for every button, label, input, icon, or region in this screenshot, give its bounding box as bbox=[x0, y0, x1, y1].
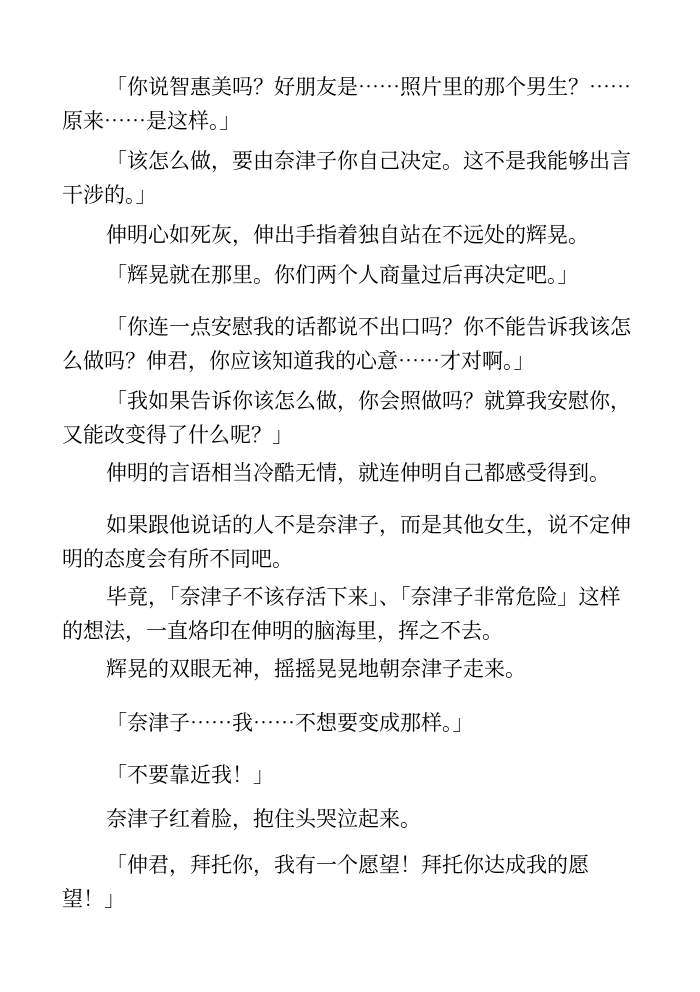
paragraph-13: 奈津子红着脸，抱住头哭泣起来。 bbox=[106, 807, 421, 831]
paragraph-9: 毕竟，「奈津子不该存活下来」、「奈津子非常危险」这样的想法，一直烙印在伸明的脑海里，挥之不去。 bbox=[62, 585, 621, 643]
paragraph-7: 伸明的言语相当冷酷无情，就连伸明自己都感受得到。 bbox=[106, 461, 610, 485]
paragraph-2: 「该怎么做，要由奈津子你自己决定。这不是我能够出言干涉的。」 bbox=[62, 149, 631, 207]
paragraph-1: 「你说智惠美吗？好朋友是⋯⋯照片里的那个男生？⋯⋯原来⋯⋯是这样。」 bbox=[62, 75, 631, 133]
paragraph-14: 「伸君，拜托你，我有一个愿望！拜托你达成我的愿望！」 bbox=[62, 853, 589, 911]
paragraph-6: 「我如果告诉你该怎么做，你会照做吗？就算我安慰你，又能改变得了什么呢？」 bbox=[62, 389, 631, 447]
paragraph-5: 「你连一点安慰我的话都说不出口吗？你不能告诉我该怎么做吗？伸君，你应该知道我的心意⋯⋯才对啊。」 bbox=[62, 315, 631, 373]
paragraph-11: 「奈津子⋯⋯我⋯⋯不想要变成那样。」 bbox=[106, 711, 474, 735]
paragraph-10: 辉晃的双眼无神，摇摇晃晃地朝奈津子走来。 bbox=[106, 657, 526, 681]
paragraph-3: 伸明心如死灰，伸出手指着独自站在不远处的辉晃。 bbox=[106, 223, 589, 247]
paragraph-4: 「辉晃就在那里。你们两个人商量过后再决定吧。」 bbox=[106, 263, 579, 287]
paragraph-8: 如果跟他说话的人不是奈津子，而是其他女生，说不定伸明的态度会有所不同吧。 bbox=[62, 513, 631, 571]
paragraph-12: 「不要靠近我！」 bbox=[106, 763, 274, 787]
